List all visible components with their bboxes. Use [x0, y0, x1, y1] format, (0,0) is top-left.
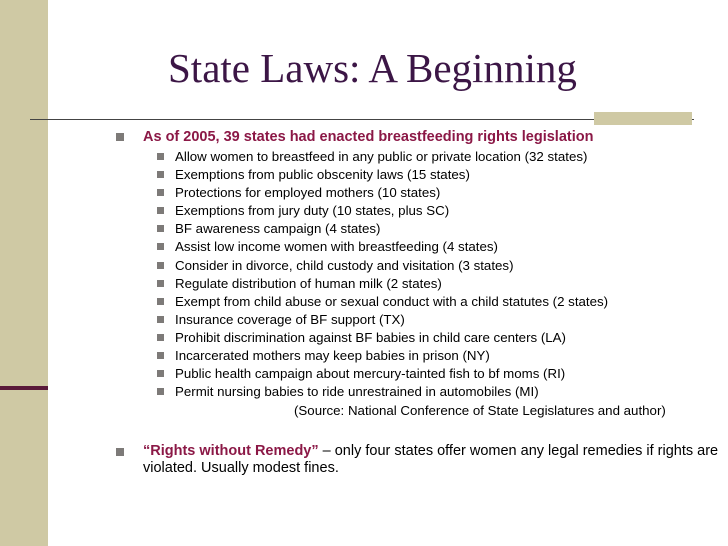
sub-bullet-icon	[157, 171, 164, 178]
sub-bullet-item: Public health campaign about mercury-tainted fish to bf moms (RI)	[175, 366, 566, 381]
sub-bullet-item: Insurance coverage of BF support (TX)	[175, 312, 405, 327]
sub-bullet-icon	[157, 225, 164, 232]
sub-bullet-item: Exempt from child abuse or sexual conduct with a child statutes (2 states)	[175, 294, 609, 309]
remedy-highlight: “Rights without Remedy”	[143, 443, 319, 459]
sub-bullet-item: Exemptions from jury duty (10 states, plus SC)	[175, 203, 450, 218]
left-band-accent-bar	[0, 386, 48, 390]
sub-bullet-icon	[157, 352, 164, 359]
sub-bullet-item: Permit nursing babies to ride unrestrained in automobiles (MI)	[175, 384, 539, 399]
sub-bullet-icon	[157, 262, 164, 269]
left-decorative-band	[0, 0, 48, 546]
title-divider-accent	[594, 112, 692, 125]
sub-bullet-icon	[157, 316, 164, 323]
sub-bullet-icon	[157, 388, 164, 395]
sub-bullet-icon	[157, 153, 164, 160]
slide-title: State Laws: A Beginning	[168, 45, 577, 91]
sub-bullet-item: Allow women to breastfeed in any public or private location (32 states)	[175, 149, 588, 164]
sub-bullet-icon	[157, 298, 164, 305]
sub-bullet-item: Assist low income women with breastfeeding (4 states)	[175, 239, 498, 254]
sub-bullet-item: BF awareness campaign (4 states)	[175, 221, 381, 236]
sub-bullet-icon	[157, 334, 164, 341]
sub-bullet-icon	[157, 370, 164, 377]
sub-bullet-item: Consider in divorce, child custody and visitation (3 states)	[175, 258, 514, 273]
sub-bullet-item: Prohibit discrimination against BF babies in child care centers (LA)	[175, 330, 566, 345]
remedy-text: – only four states offer women any legal remedies if rights are violated. Usually modest fines.	[143, 443, 719, 476]
sub-bullet-item: Exemptions from public obscenity laws (15 states)	[175, 167, 470, 182]
sub-bullet-icon	[157, 207, 164, 214]
remedy-bullet-icon	[116, 448, 124, 456]
main-bullet-icon	[116, 133, 124, 141]
sub-bullet-item: Protections for employed mothers (10 states)	[175, 185, 441, 200]
sub-bullet-icon	[157, 280, 164, 287]
sub-bullet-item: Incarcerated mothers may keep babies in prison (NY)	[175, 348, 490, 363]
source-citation: (Source: National Conference of State Legislatures and author)	[294, 403, 666, 418]
sub-bullet-icon	[157, 189, 164, 196]
sub-bullet-icon	[157, 243, 164, 250]
main-bullet-text: As of 2005, 39 states had enacted breastfeeding rights legislation	[143, 129, 594, 145]
remedy-paragraph	[143, 443, 723, 477]
sub-bullet-item: Regulate distribution of human milk (2 states)	[175, 276, 442, 291]
